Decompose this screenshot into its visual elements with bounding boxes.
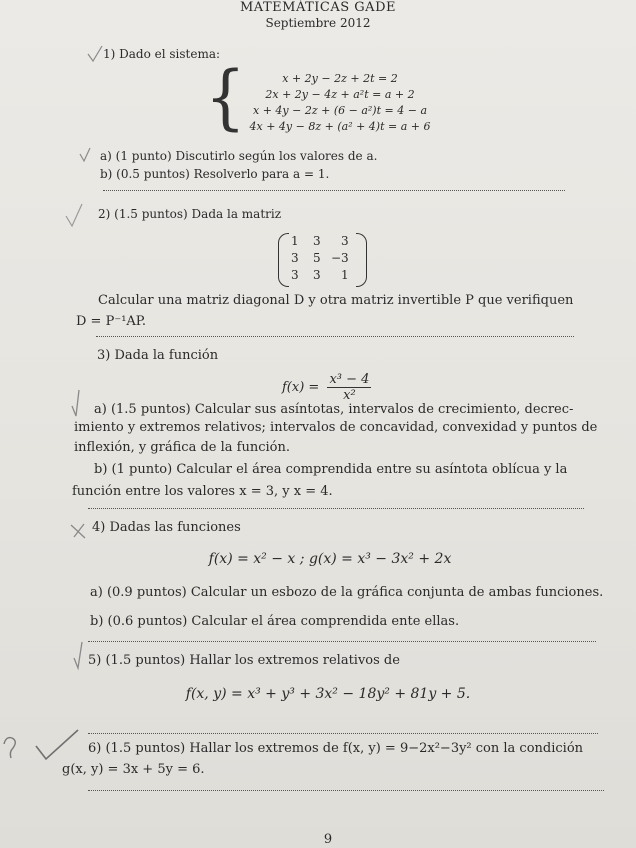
handwritten-check-icon: [34, 728, 80, 762]
matrix-cell: 1: [291, 234, 299, 248]
system-brace: {: [205, 57, 246, 139]
handwritten-check-icon: [86, 44, 104, 64]
matrix-cell: 3: [291, 268, 299, 282]
matrix-cell: 3: [341, 234, 349, 248]
q3-function: [282, 372, 371, 403]
q6-line-2: g(x, y) = 3x + 5y = 6.: [62, 762, 205, 777]
system-eq-2: 2x + 2y − 4z + a²t = a + 2: [265, 88, 415, 101]
matrix-cell: 5: [313, 251, 321, 265]
q2-equation: D = P⁻¹AP.: [76, 314, 147, 329]
q5-function: f(x, y) = x³ + y³ + 3x² − 18y² + 81y + 5.: [185, 686, 471, 702]
dotted-separator: [88, 508, 584, 509]
matrix-cell: −3: [331, 251, 349, 265]
q1-part-a: a) (1 punto) Discutirlo según los valores de a.: [100, 149, 378, 163]
dotted-separator: [88, 790, 604, 791]
system-eq-3: x + 4y − 2z + (6 − a²)t = 4 − a: [253, 104, 427, 117]
handwritten-check-icon: [70, 388, 84, 420]
q3-part-a-line-1: a) (1.5 puntos) Calcular sus asíntotas, intervalos de crecimiento, decrec-: [94, 402, 574, 417]
dotted-separator: [88, 641, 596, 642]
dotted-separator: [96, 336, 574, 337]
matrix-cell: 3: [291, 251, 299, 265]
q2-text: Calcular una matriz diagonal D y otra matriz invertible P que verifiquen: [98, 293, 574, 308]
q4-functions: f(x) = x² − x ; g(x) = x³ − 3x² + 2x: [208, 551, 452, 567]
q6-line-1: 6) (1.5 puntos) Hallar los extremos de f(x, y) = 9−2x²−3y² con la condición: [88, 741, 584, 756]
handwritten-check-icon: [64, 202, 84, 228]
q3-label: 3) Dada la función: [97, 348, 219, 363]
system-eq-1: x + 2y − 2z + 2t = 2: [282, 72, 398, 85]
q4-part-b: b) (0.6 puntos) Calcular el área comprendida ente ellas.: [90, 614, 460, 629]
exam-date: Septiembre 2012: [265, 16, 371, 30]
matrix-right-paren: [356, 233, 367, 287]
handwritten-question-mark-icon: [0, 734, 22, 770]
q4-part-a: a) (0.9 puntos) Calcular un esbozo de la gráfica conjunta de ambas funciones.: [90, 585, 604, 600]
handwritten-check-icon: [78, 146, 92, 164]
fraction-numerator: x³ − 4: [329, 372, 370, 387]
q5-label: 5) (1.5 puntos) Hallar los extremos relativos de: [88, 653, 400, 668]
handwritten-cross-icon: [68, 521, 88, 541]
matrix-left-paren: [278, 233, 289, 287]
q1-label: 1) Dado el sistema:: [103, 47, 221, 61]
q2-label: 2) (1.5 puntos) Dada la matriz: [98, 207, 282, 221]
function-fraction: [327, 372, 371, 403]
system-eq-4: 4x + 4y − 8z + (a² + 4)t = a + 6: [249, 120, 431, 133]
q3-part-b-line-1: b) (1 punto) Calcular el área comprendida entre su asíntota oblícua y la: [94, 462, 568, 477]
q3-part-b-line-2: función entre los valores x = 3, y x = 4.: [72, 484, 333, 499]
q3-part-a-line-2: imiento y extremos relativos; intervalos de concavidad, convexidad y puntos de: [74, 420, 598, 435]
handwritten-check-icon: [72, 640, 86, 672]
matrix-cell: 1: [341, 268, 349, 282]
fraction-denominator: x²: [343, 388, 356, 403]
q1-part-b: b) (0.5 puntos) Resolverlo para a = 1.: [100, 167, 330, 181]
exam-title: MATEMÁTICAS GADE: [239, 0, 396, 15]
matrix-cell: 3: [313, 268, 321, 282]
q3-part-a-line-3: inflexión, y gráfica de la función.: [74, 440, 290, 455]
q4-label: 4) Dadas las funciones: [92, 520, 241, 535]
matrix-cell: 3: [313, 234, 321, 248]
dotted-separator: [88, 733, 598, 734]
function-lhs: f(x) =: [282, 380, 320, 395]
page-number: 9: [323, 832, 333, 847]
dotted-separator: [103, 190, 565, 191]
